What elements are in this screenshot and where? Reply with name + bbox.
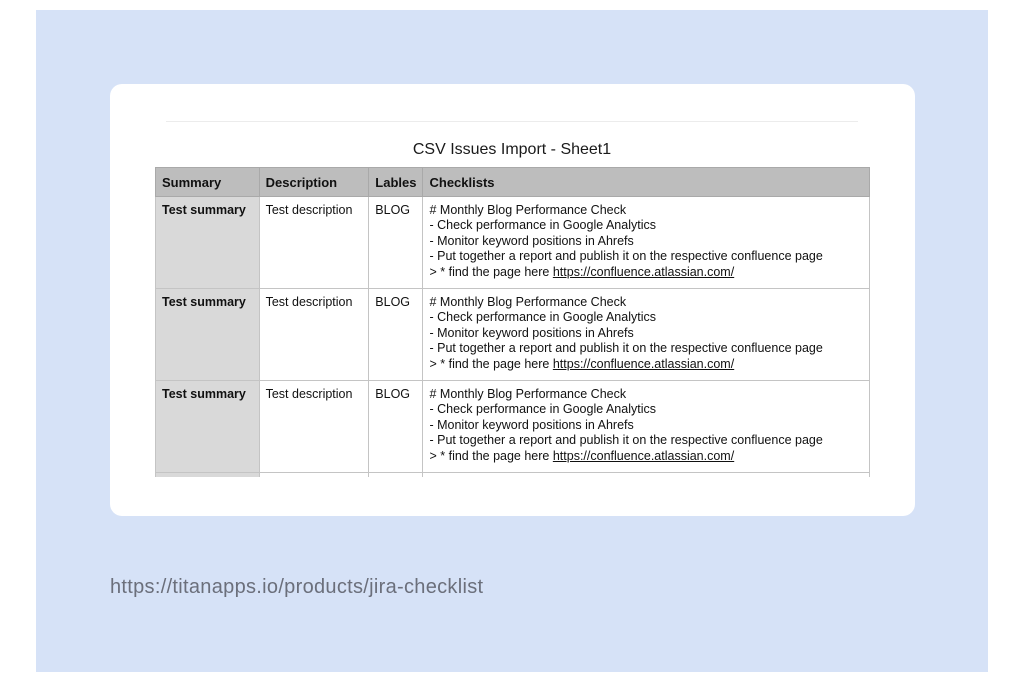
divider (166, 121, 858, 122)
table-row-partial (156, 473, 870, 478)
description-cell[interactable]: Test description (259, 197, 369, 289)
table-row (156, 289, 870, 381)
checklist-line: - Check performance in Google Analytics (429, 402, 656, 417)
confluence-link[interactable]: https://confluence.atlassian.com/ (552, 264, 735, 279)
checklist-link-line (429, 265, 863, 280)
labels-cell[interactable] (369, 473, 423, 478)
table-row (156, 381, 870, 473)
summary-cell[interactable]: Test summary (156, 197, 260, 289)
source-url: https://titanapps.io/products/jira-checklist (110, 576, 484, 598)
csv-table (155, 167, 870, 477)
table-row (156, 197, 870, 289)
column-header-summary[interactable]: Summary (156, 168, 260, 197)
summary-cell[interactable]: Test summary (156, 381, 260, 473)
spreadsheet-card (110, 84, 915, 516)
labels-cell[interactable]: BLOG (369, 197, 423, 289)
summary-cell[interactable]: Test summary (156, 289, 260, 381)
link-prefix: > * find the page here (429, 448, 553, 463)
column-header-checklists[interactable]: Checklists (423, 168, 870, 197)
summary-cell[interactable] (156, 473, 260, 478)
checklist-line: # Monthly Blog Performance Check (429, 203, 627, 217)
page-background (36, 10, 988, 672)
checklist-line: - Put together a report and publish it on the respective confluence page (429, 249, 823, 264)
checklist-line: - Check performance in Google Analytics (429, 310, 656, 325)
column-header-labels[interactable]: Lables (369, 168, 423, 197)
checklist-line: - Monitor keyword positions in Ahrefs (429, 325, 634, 340)
spreadsheet (155, 167, 870, 477)
checklist-line: - Put together a report and publish it on the respective confluence page (429, 433, 823, 448)
column-header-description[interactable]: Description (259, 168, 369, 197)
checklist-line: - Monitor keyword positions in Ahrefs (429, 233, 634, 248)
checklist-cell[interactable] (423, 473, 870, 478)
sheet-title: CSV Issues Import - Sheet1 (412, 141, 612, 158)
labels-cell[interactable]: BLOG (369, 289, 423, 381)
checklist-line: - Monitor keyword positions in Ahrefs (429, 417, 634, 432)
checklist-line: # Monthly Blog Performance Check (429, 387, 627, 401)
header-row (156, 168, 870, 197)
checklist-line: - Put together a report and publish it on the respective confluence page (429, 341, 823, 356)
checklist-cell[interactable] (423, 381, 870, 473)
checklist-link-line (429, 449, 863, 464)
confluence-link[interactable]: https://confluence.atlassian.com/ (552, 356, 735, 371)
link-prefix: > * find the page here (429, 264, 553, 279)
labels-cell[interactable]: BLOG (369, 381, 423, 473)
checklist-cell[interactable] (423, 289, 870, 381)
checklist-line: - Check performance in Google Analytics (429, 218, 656, 233)
checklist-link-line (429, 357, 863, 372)
description-cell[interactable] (259, 473, 369, 478)
link-prefix: > * find the page here (429, 356, 553, 371)
description-cell[interactable]: Test description (259, 289, 369, 381)
checklist-line: # Monthly Blog Performance Check (429, 295, 627, 309)
checklist-cell[interactable] (423, 197, 870, 289)
confluence-link[interactable]: https://confluence.atlassian.com/ (552, 448, 735, 463)
description-cell[interactable]: Test description (259, 381, 369, 473)
